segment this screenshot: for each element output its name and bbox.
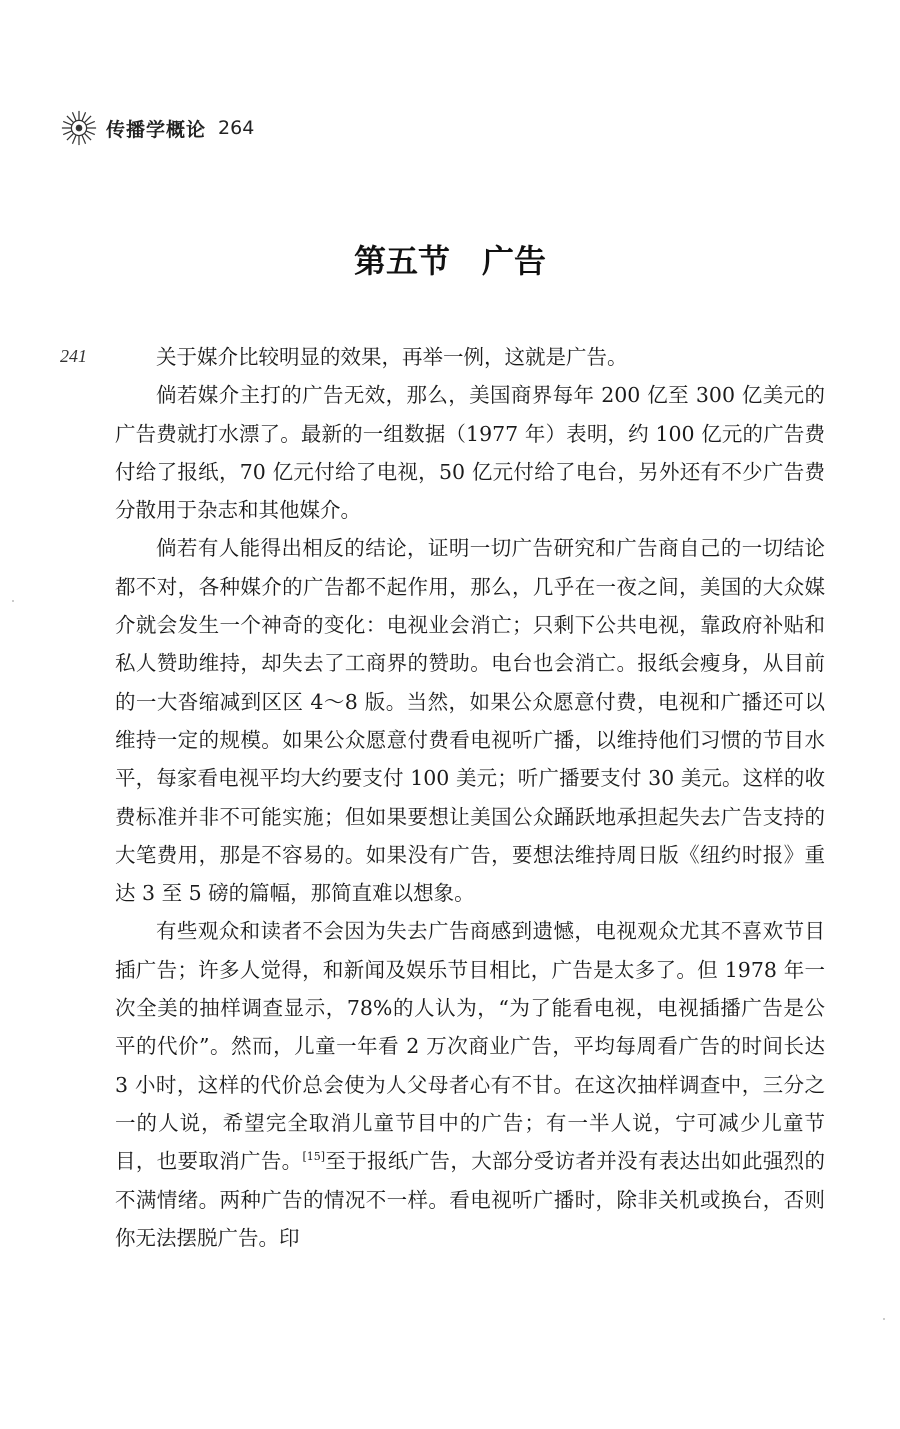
paragraph-text: 至于报纸广告，大部分受访者并没有表达出如此强烈的不满情绪。两种广告的情况不一样。看电视听广播时，除非关机或换台，否则你无法摆脱广告。印: [115, 1149, 826, 1250]
paragraph-text: 有些观众和读者不会因为失去广告商感到遗憾，电视观众尤其不喜欢节目插广告；许多人觉得，和新闻及娱乐节目相比，广告是太多了。但 1978 年一次全美的抽样调查显示，78%的人认为，“为了能看电视，电视插播广告是公平的代价”。然而，儿童一年看 2 万次商业广告，平均每周看广告的时间长达 3 小时，这样的代价总会使为人父母者心有不甘。在这次抽样调查中，三分之一的人说，希望完全取消儿童节目中的广告；有一半人说，宁可减少儿童节目，也要取消广告。: [115, 919, 825, 1174]
body-text: [115, 338, 825, 1257]
original-page-number: 241: [60, 346, 87, 366]
book-title: 传播学概论: [106, 118, 207, 141]
scan-speck: [12, 600, 14, 602]
paragraph: [115, 912, 825, 1257]
running-header: [60, 108, 254, 148]
page-number: 264: [218, 117, 255, 139]
paragraph: 倘若有人能得出相反的结论，证明一切广告研究和广告商自己的一切结论都不对，各种媒介的广告都不起作用，那么，几乎在一夜之间，美国的大众媒介就会发生一个神奇的变化：电视业会消亡；只剩下公共电视，靠政府补贴和私人赞助维持，却失去了工商界的赞助。电台也会消亡。报纸会瘦身，从目前的一大沓缩减到区区 4～8 版。当然，如果公众愿意付费，电视和广播还可以维持一定的规模。如果公众愿意付费看电视听广播，以维持他们习惯的节目水平，每家看电视平均大约要支付 100 美元；听广播要支付 30 美元。这样的收费标准并非不可能实施；但如果要想让美国公众踊跃地承担起失去广告支持的大笔费用，那是不容易的。如果没有广告，要想法维持周日版《纽约时报》重达 3 至 5 磅的篇幅，那简直难以想象。: [115, 536, 825, 906]
paragraph: 倘若媒介主打的广告无效，那么，美国商界每年 200 亿至 300 亿美元的广告费就打水漂了。最新的一组数据（1977 年）表明，约 100 亿元的广告费付给了报纸，70 亿元付给了电视，50 亿元付给了电台，另外还有不少广告费分散用于杂志和其他媒介。: [115, 383, 825, 523]
section-title: 第五节 广告: [353, 242, 546, 280]
paragraph: 关于媒介比较明显的效果，再举一例，这就是广告。: [156, 345, 628, 369]
footnote-reference: [15]: [302, 1150, 326, 1164]
scan-speck: [883, 1318, 885, 1320]
sunburst-ornament-icon: [60, 109, 98, 147]
